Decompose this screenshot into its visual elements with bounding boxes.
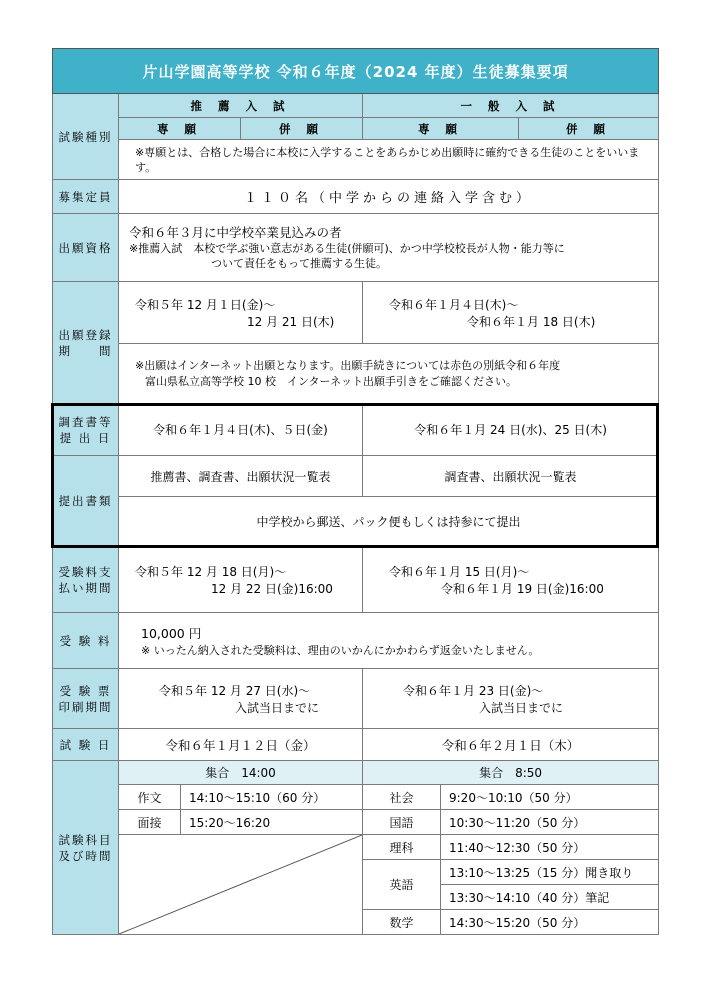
registration-gen-line2: 令和６年１月 18 日(木) (467, 314, 596, 329)
gen-time-2: 10:30～11:20（50 分） (441, 810, 659, 835)
admission-guide (52, 48, 658, 935)
fee-period-gen-line2: 令和６年１月 19 日(金)16:00 (441, 581, 604, 596)
ticket-label-1: 受 験 票 (59, 683, 112, 698)
fee-amount: 10,000 円 (141, 625, 202, 641)
gen-subject-1: 社会 (363, 785, 441, 810)
page-title: 片山学園高等学校 令和６年度（2024 年度）生徒募集要項 (53, 49, 659, 94)
gen-time-1: 9:20～10:10（50 分） (441, 785, 659, 810)
registration-note1: ※出願はインターネット出願となります。出願手続きについては赤色の別紙令和６年度 (135, 358, 561, 372)
fee-period-rec-line2: 12 月 22 日(金)16:00 (211, 581, 333, 596)
documents-label: 提出書類 (53, 456, 119, 547)
rec-subject-2: 面接 (119, 810, 181, 835)
registration-label (53, 282, 119, 404)
exam-type-label: 試験種別 (53, 94, 119, 180)
capacity-label: 募集定員 (53, 180, 119, 214)
exam-date-gen: 令和６年２月１日（木） (363, 729, 659, 761)
registration-label-1: 出願登録 (58, 327, 113, 342)
documents-note: 中学校から郵送、パック便もしくは持参にて提出 (119, 497, 659, 547)
documents-date-label-2: 提 出 日 (59, 430, 112, 445)
fee-period-label-1: 受験料支 (58, 564, 113, 579)
ticket-rec-line2: 入試当日までに (235, 700, 320, 715)
sengan-note: ※専願とは、合格した場合に本校に入学することをあらかじめ出願時に確約できる生徒のことをいいます。 (119, 140, 659, 180)
subjects-label (53, 761, 119, 935)
fee-label: 受 験 料 (53, 613, 119, 669)
ticket-label-2: 印刷期間 (58, 699, 113, 714)
gen-time-6: 14:30～15:20（50 分） (441, 910, 659, 935)
recommend-sengan: 専 願 (119, 118, 241, 140)
diagonal-line (119, 835, 362, 934)
gen-subject-6: 数学 (363, 910, 441, 935)
rec-gather: 集合 14:00 (119, 761, 363, 785)
registration-rec-line2: 12 月 21 日(木) (247, 314, 335, 329)
qualification-label: 出願資格 (53, 214, 119, 282)
general-header: 一 般 入 試 (363, 94, 659, 118)
gen-gather: 集合 8:50 (363, 761, 659, 785)
ticket-rec-line1: 令和５年 12 月 27 日(水)～ (159, 683, 311, 698)
ticket-label (53, 669, 119, 729)
general-sengan: 専 願 (363, 118, 519, 140)
qualification-line3: ついて責任をもって推薦する生徒。 (211, 257, 387, 270)
documents-date-rec: 令和６年１月４日(木)、５日(金) (119, 404, 363, 456)
fee-period-label (53, 547, 119, 613)
documents-date-label (53, 404, 119, 456)
documents-date-label-1: 調査書等 (58, 414, 113, 429)
ticket-gen-line2: 入試当日までに (479, 700, 564, 715)
gen-subject-4: 英語 (363, 860, 441, 910)
fee-period-label-2: 払い期間 (58, 580, 113, 595)
rec-time-2: 15:20～16:20 (181, 810, 363, 835)
capacity-value: １１０名（中学からの連絡入学含む） (119, 180, 659, 214)
exam-date-rec: 令和６年１月１２日（金） (119, 729, 363, 761)
gen-time-4: 13:10～13:25（15 分）聞き取り (441, 860, 659, 885)
documents-date-gen: 令和６年１月 24 日(水)、25 日(木) (363, 404, 659, 456)
gen-subject-3: 理科 (363, 835, 441, 860)
registration-label-2: 期 間 (58, 343, 113, 358)
fee-note: ※ いったん納入された受験料は、理由のいかんにかかわらず返金いたしません。 (141, 643, 540, 657)
registration-gen-line1: 令和６年１月４日(木)～ (389, 297, 519, 312)
registration-rec-line1: 令和５年 12 月１日(金)～ (135, 297, 276, 312)
gen-time-3: 11:40～12:30（50 分） (441, 835, 659, 860)
exam-date-label: 試 験 日 (53, 729, 119, 761)
fee-period-rec-line1: 令和５年 12 月 18 日(月)～ (135, 564, 287, 579)
subjects-label-2: 及び時間 (58, 848, 113, 863)
documents-rec: 推薦書、調査書、出願状況一覧表 (119, 456, 363, 497)
recommend-header: 推 薦 入 試 (119, 94, 363, 118)
documents-gen: 調査書、出願状況一覧表 (363, 456, 659, 497)
fee-period-gen-line1: 令和６年１月 15 日(月)～ (389, 564, 530, 579)
rec-empty-cell (119, 835, 363, 935)
qualification-line1: 令和６年３月に中学校卒業見込みの者 (129, 225, 342, 240)
gen-subject-2: 国語 (363, 810, 441, 835)
ticket-gen-line1: 令和６年１月 23 日(金)～ (403, 683, 544, 698)
gen-time-5: 13:30～14:10（40 分）筆記 (441, 885, 659, 910)
registration-note2: 富山県私立高等学校 10 校 インターネット出願手引きをご確認ください。 (145, 374, 517, 388)
qualification-line2: ※推薦入試 本校で学ぶ強い意志がある生徒(併願可)、かつ中学校校長が人物・能力等に (129, 242, 565, 255)
subjects-label-1: 試験科目 (58, 832, 113, 847)
general-heigan: 併 願 (519, 118, 659, 140)
rec-subject-1: 作文 (119, 785, 181, 810)
recommend-heigan: 併 願 (241, 118, 363, 140)
rec-time-1: 14:10～15:10（60 分） (181, 785, 363, 810)
guide-table (52, 48, 659, 935)
